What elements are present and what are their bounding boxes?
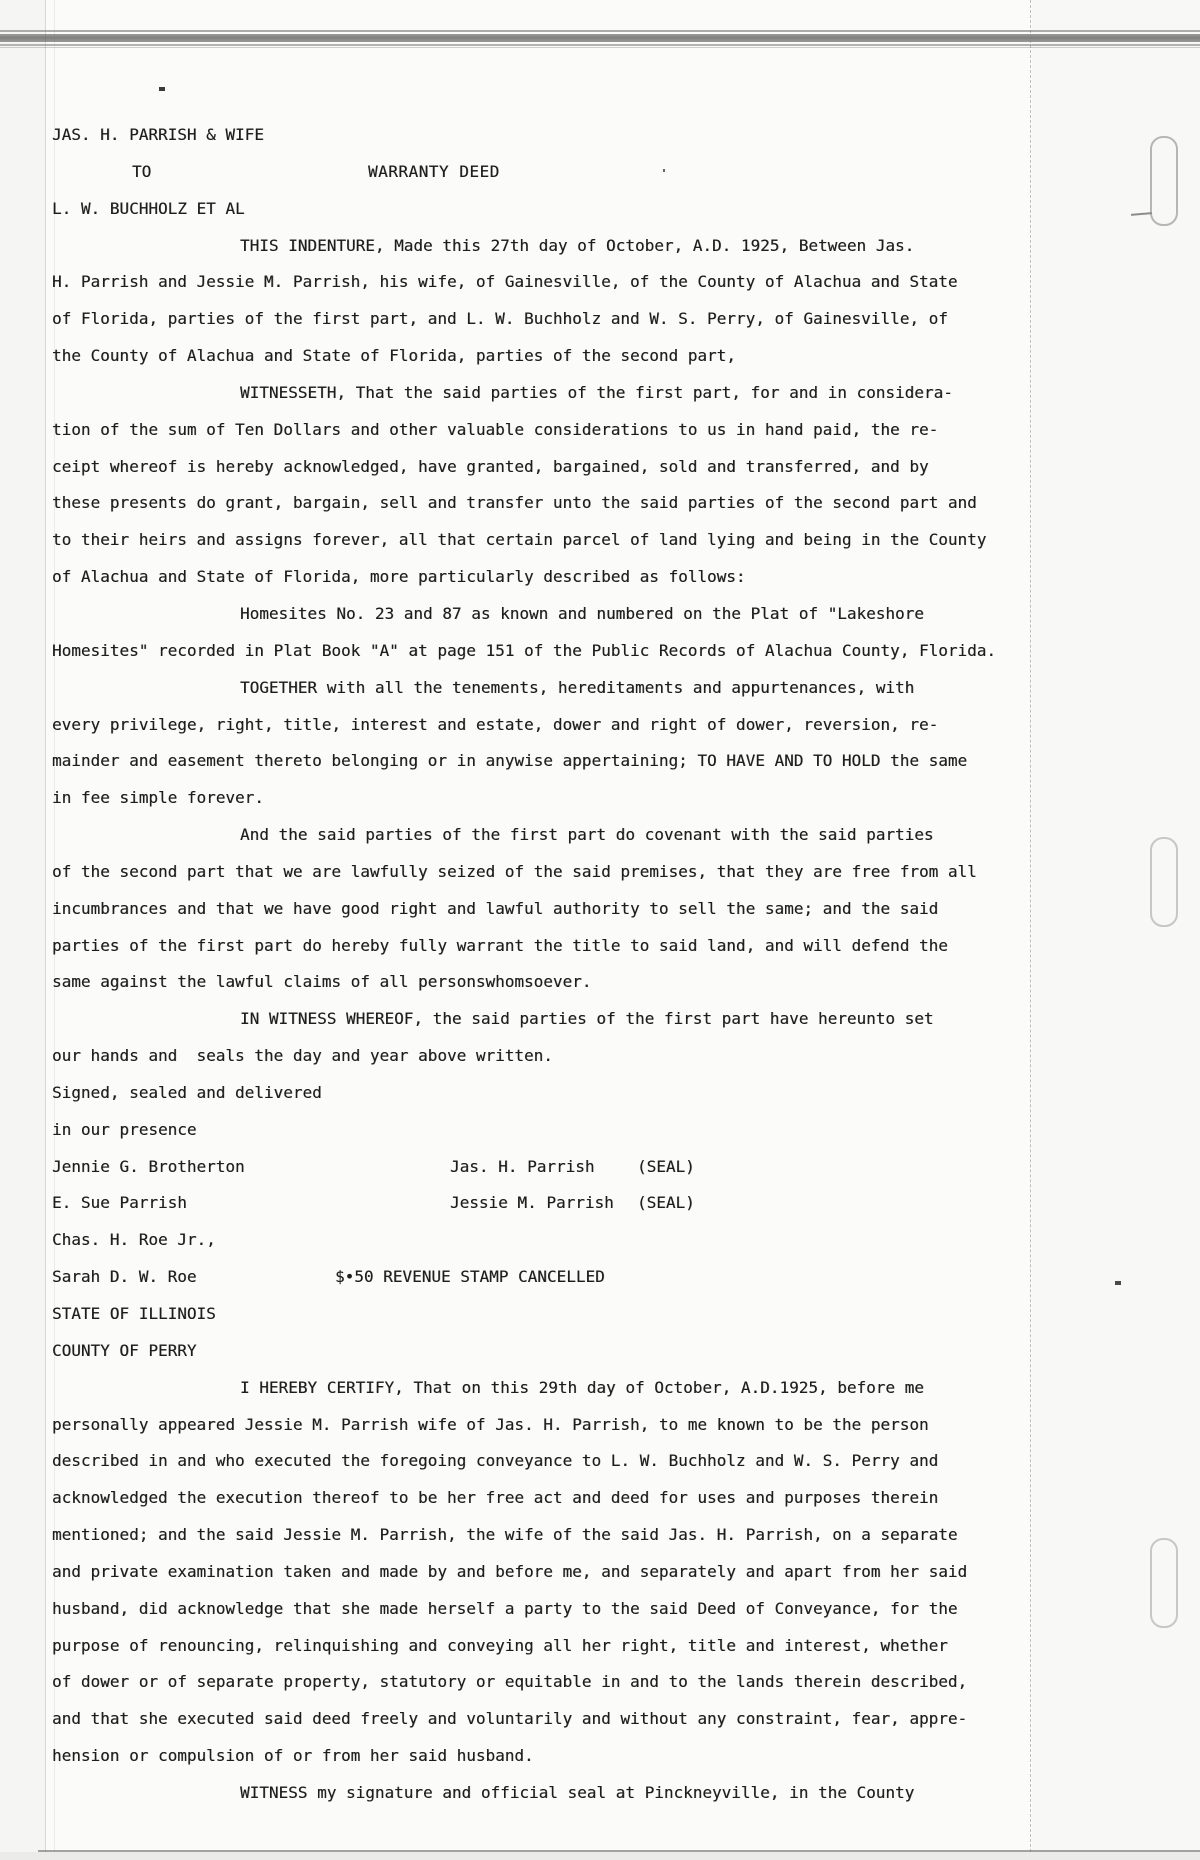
doc-line: of Florida, parties of the first part, and L. W. Buchholz and W. S. Perry, of Gainesville, of	[52, 309, 948, 329]
doc-line: parties of the first part do hereby fully warrant the title to said land, and will defend the	[52, 935, 948, 955]
doc-line: in fee simple forever.	[52, 788, 264, 808]
doc-line: described in and who executed the foregoing conveyance to L. W. Buchholz and W. S. Perry and	[52, 1451, 939, 1471]
witness-name: Sarah D. W. Roe	[52, 1267, 197, 1287]
doc-line: acknowledged the execution thereof to be her free act and deed for uses and purposes therein	[52, 1488, 939, 1508]
scan-artifact-top-band	[0, 44, 1200, 46]
doc-line: every privilege, right, title, interest and estate, dower and right of dower, reversion, re-	[52, 714, 939, 734]
scan-artifact-top-band	[0, 47, 1200, 48]
doc-line	[52, 1259, 1012, 1296]
scan-speck	[1115, 1281, 1121, 1285]
doc-line: COUNTY OF PERRY	[52, 1340, 197, 1360]
binder-hole-mark	[1150, 136, 1178, 226]
doc-line: the County of Alachua and State of Florida, parties of the second part,	[52, 346, 736, 366]
doc-line: of dower or of separate property, statutory or equitable in and to the lands therein described,	[52, 1672, 968, 1692]
doc-line: THIS INDENTURE, Made this 27th day of October, A.D. 1925, Between Jas.	[240, 235, 915, 255]
doc-line: our hands and seals the day and year above written.	[52, 1046, 553, 1066]
doc-line: these presents do grant, bargain, sell and transfer unto the said parties of the second part and	[52, 493, 977, 513]
doc-line: mentioned; and the said Jessie M. Parrish, the wife of the said Jas. H. Parrish, on a separate	[52, 1525, 958, 1545]
binder-hole-mark	[1150, 837, 1178, 927]
doc-line: and that she executed said deed freely and voluntarily and without any constraint, fear, appre-	[52, 1709, 968, 1729]
signer-name: Jessie M. Parrish	[450, 1193, 614, 1213]
witness-name: E. Sue Parrish	[52, 1193, 187, 1213]
doc-line: purpose of renouncing, relinquishing and conveying all her right, title and interest, whether	[52, 1635, 948, 1655]
seal-label: (SEAL)	[637, 1156, 695, 1176]
doc-line: husband, did acknowledge that she made herself a party to the said Deed of Conveyance, for the	[52, 1598, 958, 1618]
page-left-edge-line	[45, 0, 46, 1852]
doc-line: personally appeared Jessie M. Parrish wife of Jas. H. Parrish, to me known to be the person	[52, 1414, 929, 1434]
binder-hole-mark	[1150, 1538, 1178, 1628]
doc-line: Signed, sealed and delivered	[52, 1082, 322, 1102]
doc-line: hension or compulsion of or from her said husband.	[52, 1746, 534, 1766]
doc-line: JAS. H. PARRISH & WIFE	[52, 125, 264, 144]
doc-line	[52, 1185, 1012, 1222]
doc-line: to their heirs and assigns forever, all that certain parcel of land lying and being in the County	[52, 530, 987, 550]
doc-line: mainder and easement thereto belonging or in anywise appertaining; TO HAVE AND TO HOLD the same	[52, 751, 968, 771]
doc-line: Homesites" recorded in Plat Book "A" at page 151 of the Public Records of Alachua County, Florida.	[52, 640, 997, 660]
doc-line: WITNESSETH, That the said parties of the first part, for and in considera-	[240, 382, 953, 402]
doc-line: STATE OF ILLINOIS	[52, 1304, 216, 1323]
doc-line: And the said parties of the first part do covenant with the said parties	[240, 825, 934, 845]
doc-line: TOGETHER with all the tenements, hereditaments and appurtenances, with	[240, 677, 915, 697]
scan-artifact-top-band	[0, 34, 1200, 42]
page-bottom-shade	[0, 1852, 1200, 1860]
doc-line: Homesites No. 23 and 87 as known and numbered on the Plat of "Lakeshore	[240, 603, 924, 623]
doc-line: tion of the sum of Ten Dollars and other valuable considerations to us in hand paid, the re-	[52, 419, 939, 439]
doc-line: of the second part that we are lawfully seized of the said premises, that they are free from all	[52, 861, 977, 881]
revenue-stamp-note: $•50 REVENUE STAMP CANCELLED	[335, 1267, 605, 1287]
witness-name: Jennie G. Brotherton	[52, 1156, 245, 1176]
doc-line: and private examination taken and made by and before me, and separately and apart from her said	[52, 1561, 968, 1581]
scan-artifact-top-band	[0, 30, 1200, 32]
doc-line: L. W. BUCHHOLZ ET AL	[52, 198, 245, 218]
doc-line: I HEREBY CERTIFY, That on this 29th day of October, A.D.1925, before me	[240, 1377, 924, 1397]
doc-line: H. Parrish and Jessie M. Parrish, his wife, of Gainesville, of the County of Alachua and State	[52, 272, 958, 292]
doc-line: of Alachua and State of Florida, more particularly described as follows:	[52, 567, 746, 587]
doc-line: Chas. H. Roe Jr.,	[52, 1230, 216, 1250]
document-text	[52, 117, 1012, 1812]
page-right-edge-line	[1030, 0, 1031, 1852]
document-title: WARRANTY DEED	[368, 161, 500, 181]
doc-line: WITNESS my signature and official seal at Pinckneyville, in the County	[240, 1782, 915, 1802]
doc-line: in our presence	[52, 1119, 197, 1139]
scan-speck	[159, 87, 165, 91]
doc-line	[52, 1149, 1012, 1186]
signer-name: Jas. H. Parrish	[450, 1156, 595, 1176]
caption-to-label: TO	[132, 161, 152, 181]
doc-line	[52, 154, 1012, 191]
doc-line: incumbrances and that we have good right and lawful authority to sell the same; and the said	[52, 898, 939, 918]
seal-label: (SEAL)	[637, 1193, 695, 1213]
doc-line: ceipt whereof is hereby acknowledged, have granted, bargained, sold and transferred, and by	[52, 456, 929, 476]
doc-line: same against the lawful claims of all personswhomsoever.	[52, 972, 592, 992]
doc-line: IN WITNESS WHEREOF, the said parties of the first part have hereunto set	[240, 1009, 934, 1029]
